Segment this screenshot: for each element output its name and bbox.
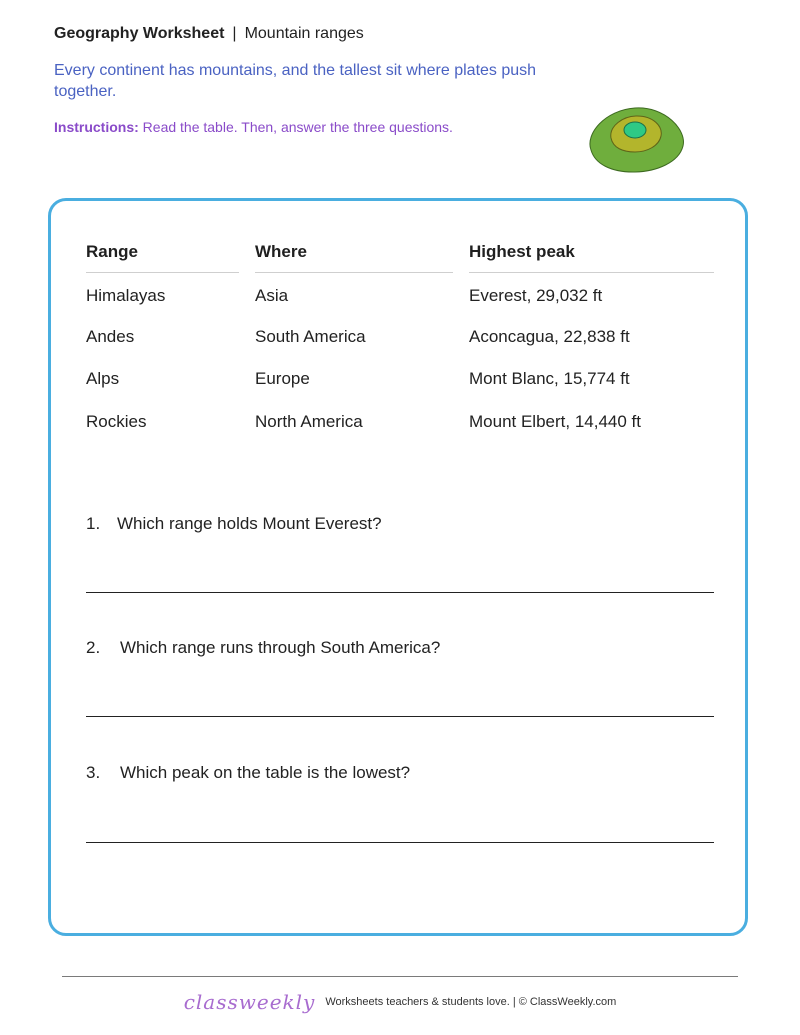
table-cell-peak: Aconcagua, 22,838 ft bbox=[469, 327, 630, 346]
instructions bbox=[54, 119, 453, 135]
intro-text: Every continent has mountains, and the tallest sit where plates push together. bbox=[54, 62, 537, 100]
table-header-where: Where bbox=[255, 242, 307, 261]
brand-logo: classweekly bbox=[183, 990, 316, 1014]
question-number: 3. bbox=[86, 763, 101, 782]
instructions-label: Instructions: bbox=[54, 119, 139, 135]
table-cell-range: Alps bbox=[86, 369, 120, 388]
table-header-divider bbox=[469, 272, 714, 273]
table-cell-where: Asia bbox=[255, 286, 289, 305]
question-2 bbox=[86, 638, 440, 658]
table-cell-range: Himalayas bbox=[86, 286, 166, 305]
answer-line-2[interactable] bbox=[86, 716, 714, 717]
question-number: 1. bbox=[86, 514, 101, 533]
worksheet-topic: Mountain ranges bbox=[244, 25, 364, 42]
question-number: 2. bbox=[86, 638, 101, 657]
table-cell-peak: Mont Blanc, 15,774 ft bbox=[469, 369, 630, 388]
table-cell-where: North America bbox=[255, 412, 363, 431]
instructions-text: Read the table. Then, answer the three questions. bbox=[142, 119, 453, 135]
header-separator: | bbox=[232, 25, 237, 42]
question-3 bbox=[86, 763, 410, 783]
table-cell-where: Europe bbox=[255, 369, 310, 388]
table-header-range: Range bbox=[86, 242, 138, 261]
table-cell-range: Rockies bbox=[86, 412, 147, 431]
table-cell-range: Andes bbox=[86, 327, 135, 346]
worksheet-header bbox=[54, 25, 364, 43]
question-1 bbox=[86, 514, 382, 534]
table-cell-peak: Everest, 29,032 ft bbox=[469, 286, 603, 305]
question-text: Which range runs through South America? bbox=[120, 638, 441, 657]
answer-line-3[interactable] bbox=[86, 842, 714, 843]
table-cell-peak: Mount Elbert, 14,440 ft bbox=[469, 412, 641, 431]
question-text: Which peak on the table is the lowest? bbox=[120, 763, 411, 782]
table-cell-where: South America bbox=[255, 327, 366, 346]
table-header-divider bbox=[255, 272, 453, 273]
content-card bbox=[48, 198, 748, 936]
answer-line-1[interactable] bbox=[86, 592, 714, 593]
footer bbox=[0, 990, 800, 1014]
mountain-contour-icon bbox=[583, 100, 687, 178]
table-header-highest-peak: Highest peak bbox=[469, 242, 575, 261]
footer-divider bbox=[62, 976, 738, 977]
footer-text: Worksheets teachers & students love. | © ClassWeekly.com bbox=[325, 996, 617, 1008]
table-header-divider bbox=[86, 272, 239, 273]
question-text: Which range holds Mount Everest? bbox=[117, 514, 382, 533]
worksheet-subject: Geography Worksheet bbox=[54, 25, 225, 42]
